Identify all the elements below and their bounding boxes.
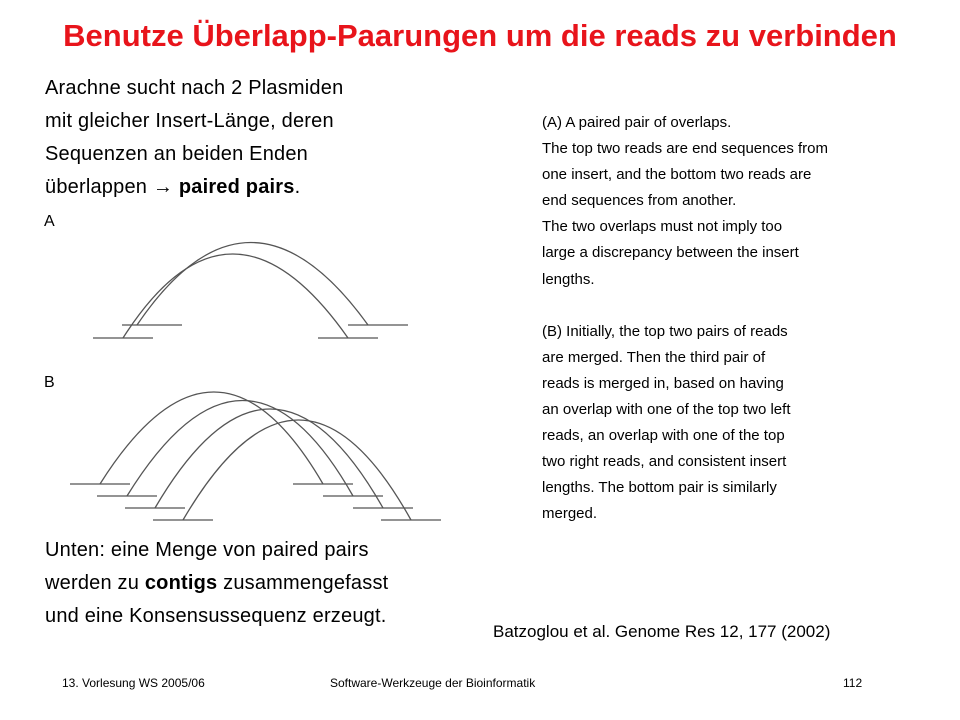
figure-caption — [542, 110, 922, 527]
caption-line: are merged. Then the third pair of — [542, 348, 766, 366]
slide-title: Benutze Überlapp-Paarungen um die reads zu verbinden — [63, 18, 897, 53]
caption-line: lengths. The bottom pair is similarly — [542, 479, 777, 497]
mate-pair-arc — [183, 420, 411, 520]
caption-line: lengths. — [542, 270, 595, 288]
caption-b — [542, 319, 922, 528]
caption-line: reads, an overlap with one of the top — [542, 427, 785, 445]
caption-line: (B) Initially, the top two pairs of reads — [542, 322, 788, 340]
panel-b-diagram — [70, 392, 441, 520]
summary-text — [45, 534, 475, 633]
slide-number: 112 — [843, 676, 863, 690]
panel-label-b: B — [44, 374, 55, 391]
summary-line: Unten: eine Menge von paired pairs — [45, 539, 369, 561]
caption-line: one insert, and the bottom two reads are — [542, 166, 812, 184]
intro-line: Arachne sucht nach 2 Plasmiden — [45, 77, 344, 99]
caption-line: The two overlaps must not imply too — [542, 218, 783, 236]
caption-a — [542, 110, 922, 293]
caption-line: reads is merged in, based on having — [542, 374, 784, 392]
mate-pair-arc — [155, 409, 383, 508]
paired-overlap-diagram — [0, 0, 480, 540]
footer-course: 13. Vorlesung WS 2005/06 — [62, 676, 205, 690]
summary-line-text: zusammengefasst — [217, 572, 389, 594]
mate-pair-arc — [137, 243, 368, 326]
intro-line-text: überlappen — [45, 176, 153, 198]
summary-line-text: werden zu — [45, 572, 145, 594]
intro-line-text: . — [294, 176, 301, 198]
caption-line: an overlap with one of the top two left — [542, 400, 791, 418]
panel-a-diagram — [93, 243, 408, 339]
paired-pairs-term: paired pairs — [178, 176, 295, 198]
caption-line: (A) A paired pair of overlaps. — [542, 114, 732, 131]
mate-pair-arc — [127, 401, 353, 497]
arrow-icon: → — [152, 176, 174, 198]
caption-line: two right reads, and consistent insert — [542, 453, 787, 471]
caption-line: merged. — [542, 505, 598, 523]
intro-line: mit gleicher Insert-Länge, deren — [45, 110, 334, 132]
contigs-term: contigs — [144, 572, 218, 594]
intro-line: Sequenzen an beiden Enden — [45, 143, 309, 165]
mate-pair-arc — [100, 392, 323, 484]
caption-line: end sequences from another. — [542, 192, 737, 210]
footer-lecture-title: Software-Werkzeuge der Bioinformatik — [330, 676, 536, 690]
summary-line — [45, 567, 475, 600]
caption-line: The top two reads are end sequences from — [542, 140, 828, 158]
panel-label-a: A — [44, 213, 55, 230]
summary-line: und eine Konsensussequenz erzeugt. — [45, 605, 387, 627]
citation: Batzoglou et al. Genome Res 12, 177 (2002) — [493, 622, 831, 641]
caption-line: large a discrepancy between the insert — [542, 244, 799, 262]
